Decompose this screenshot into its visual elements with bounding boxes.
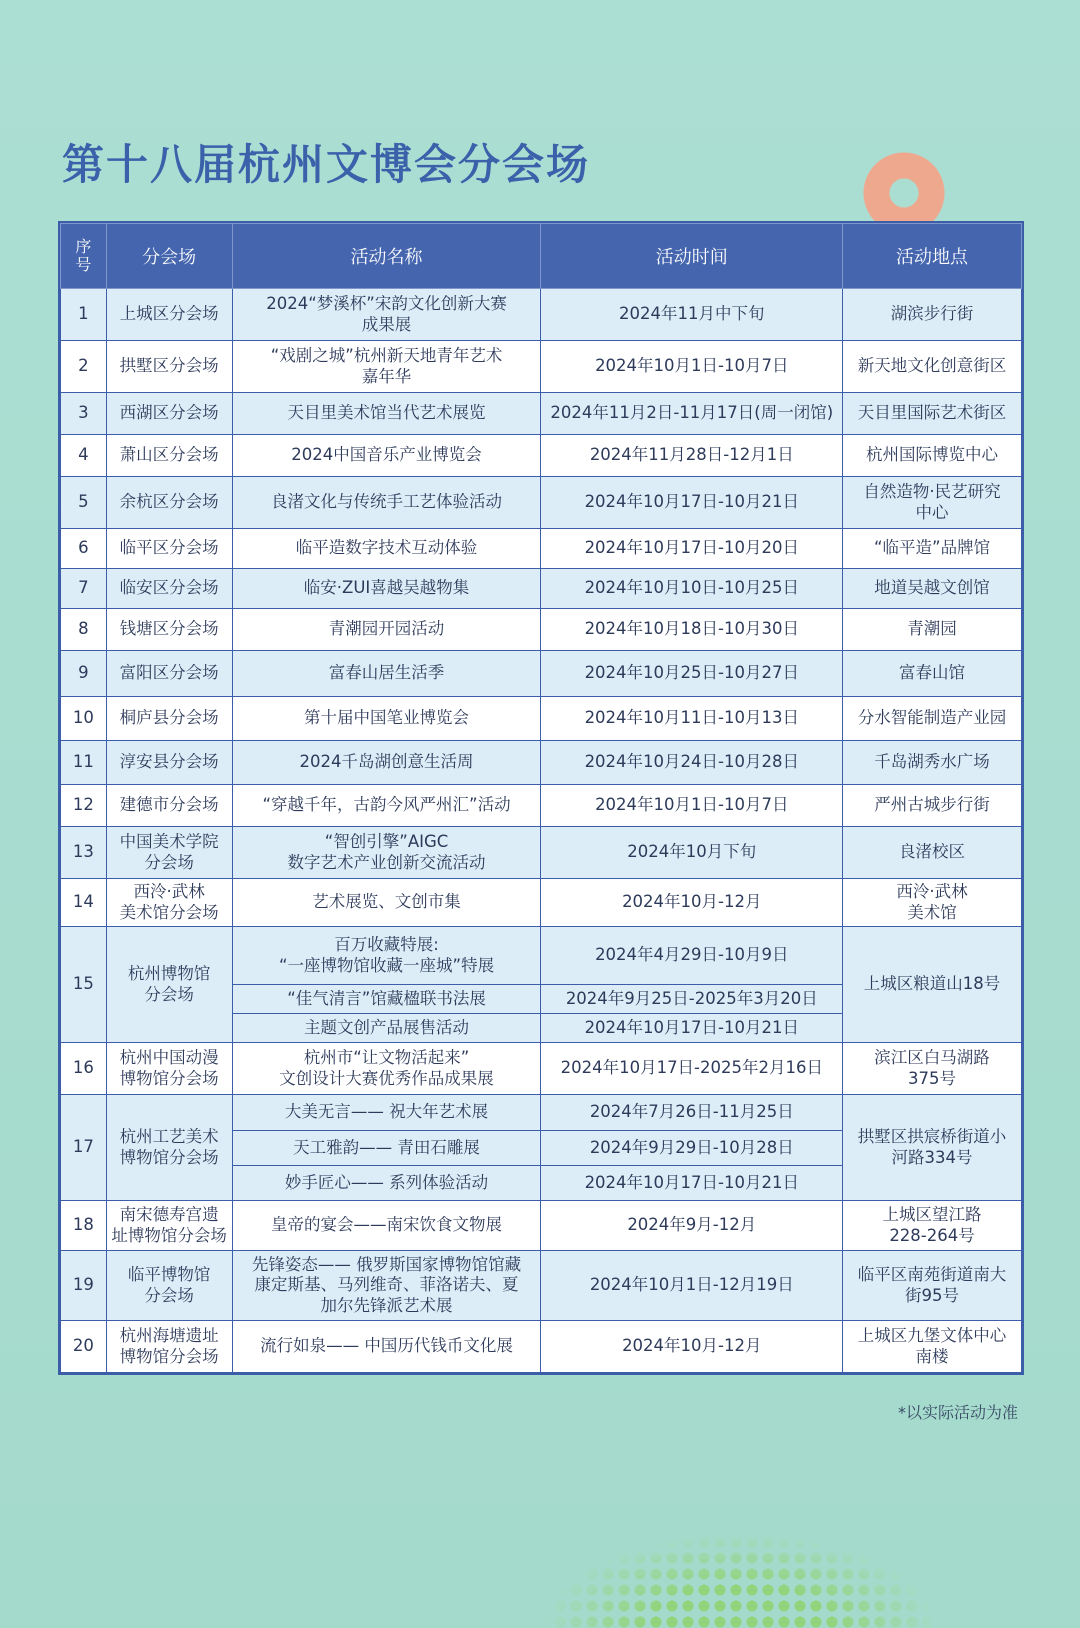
cell-index: 15	[61, 927, 107, 1043]
cell-activity-time: 2024年10月17日-2025年2月16日	[541, 1043, 843, 1095]
cell-index: 1	[61, 289, 107, 341]
header-activity-time: 活动时间	[541, 224, 843, 289]
cell-activity-time: 2024年10月17日-10月21日	[541, 1166, 843, 1201]
cell-location: 青潮园	[843, 609, 1022, 651]
cell-activity-time: 2024年11月28日-12月1日	[541, 435, 843, 477]
cell-activity-name: 良渚文化与传统手工艺体验活动	[232, 477, 541, 529]
cell-venue: 临安区分会场	[106, 569, 232, 609]
footnote: *以实际活动为准	[897, 1403, 1018, 1422]
cell-activity-time: 2024年10月17日-10月21日	[541, 1014, 843, 1043]
cell-venue: 富阳区分会场	[106, 651, 232, 697]
cell-location: 天目里国际艺术街区	[843, 393, 1022, 435]
cell-venue: 临平区分会场	[106, 529, 232, 569]
cell-location: 拱墅区拱宸桥街道小 河路334号	[843, 1095, 1022, 1201]
cell-location: 分水智能制造产业园	[843, 697, 1022, 741]
cell-location: 杭州国际博览中心	[843, 435, 1022, 477]
cell-venue: 西湖区分会场	[106, 393, 232, 435]
cell-location: 临平区南苑街道南大 街95号	[843, 1251, 1022, 1321]
cell-activity-time: 2024年11月2日-11月17日(周一闭馆)	[541, 393, 843, 435]
cell-activity-time: 2024年10月-12月	[541, 1321, 843, 1373]
cell-index: 14	[61, 879, 107, 927]
cell-activity-name: 2024中国音乐产业博览会	[232, 435, 541, 477]
table-row	[61, 609, 1022, 651]
cell-index: 5	[61, 477, 107, 529]
table-row	[61, 1043, 1022, 1095]
table-header-row	[61, 224, 1022, 289]
table-row	[61, 289, 1022, 341]
cell-activity-time: 2024年9月29日-10月28日	[541, 1131, 843, 1166]
cell-activity-name: 先锋姿态—— 俄罗斯国家博物馆馆藏 康定斯基、马列维奇、菲洛诺夫、夏 加尔先锋派艺术展	[232, 1251, 541, 1321]
cell-activity-time: 2024年4月29日-10月9日	[541, 927, 843, 985]
cell-activity-time: 2024年10月下旬	[541, 827, 843, 879]
cell-activity-time: 2024年10月24日-10月28日	[541, 741, 843, 785]
cell-index: 7	[61, 569, 107, 609]
cell-index: 4	[61, 435, 107, 477]
table-row	[61, 393, 1022, 435]
cell-activity-time: 2024年10月18日-10月30日	[541, 609, 843, 651]
cell-index: 2	[61, 341, 107, 393]
cell-index: 18	[61, 1201, 107, 1251]
cell-activity-time: 2024年10月1日-12月19日	[541, 1251, 843, 1321]
header-activity-location: 活动地点	[843, 224, 1022, 289]
cell-activity-name: 杭州市“让文物活起来” 文创设计大赛优秀作品成果展	[232, 1043, 541, 1095]
cell-activity-name: 青潮园开园活动	[232, 609, 541, 651]
table-row	[61, 1095, 1022, 1131]
decorative-dot-pattern	[520, 1470, 960, 1628]
cell-venue: 杭州中国动漫 博物馆分会场	[106, 1043, 232, 1095]
cell-location: 上城区九堡文体中心 南楼	[843, 1321, 1022, 1373]
table-row	[61, 341, 1022, 393]
cell-location: 地道吴越文创馆	[843, 569, 1022, 609]
cell-venue: 中国美术学院 分会场	[106, 827, 232, 879]
cell-activity-time: 2024年9月-12月	[541, 1201, 843, 1251]
cell-index: 19	[61, 1251, 107, 1321]
table-row	[61, 1251, 1022, 1321]
header-venue: 分会场	[106, 224, 232, 289]
cell-activity-time: 2024年11月中下旬	[541, 289, 843, 341]
cell-index: 6	[61, 529, 107, 569]
cell-location: 湖滨步行街	[843, 289, 1022, 341]
cell-venue: 南宋德寿宫遗 址博物馆分会场	[106, 1201, 232, 1251]
table-row	[61, 927, 1022, 985]
cell-location: 严州古城步行街	[843, 785, 1022, 827]
cell-activity-time: 2024年10月17日-10月21日	[541, 477, 843, 529]
venue-table	[60, 223, 1022, 1373]
cell-venue: 杭州博物馆 分会场	[106, 927, 232, 1043]
cell-activity-time: 2024年10月11日-10月13日	[541, 697, 843, 741]
cell-location: 新天地文化创意街区	[843, 341, 1022, 393]
header-index: 序 号	[61, 224, 107, 289]
cell-index: 8	[61, 609, 107, 651]
cell-activity-name: 天工雅韵—— 青田石雕展	[232, 1131, 541, 1166]
cell-location: 上城区粮道山18号	[843, 927, 1022, 1043]
table-row	[61, 529, 1022, 569]
cell-activity-name: “佳气清言”馆藏楹联书法展	[232, 985, 541, 1014]
cell-activity-time: 2024年10月17日-10月20日	[541, 529, 843, 569]
cell-location: 千岛湖秀水广场	[843, 741, 1022, 785]
cell-location: 自然造物·民艺研究 中心	[843, 477, 1022, 529]
table-row	[61, 651, 1022, 697]
cell-activity-name: “智创引擎”AIGC 数字艺术产业创新交流活动	[232, 827, 541, 879]
cell-location: 上城区望江路 228-264号	[843, 1201, 1022, 1251]
cell-activity-name: 百万收藏特展: “一座博物馆收藏一座城”特展	[232, 927, 541, 985]
cell-activity-time: 2024年10月25日-10月27日	[541, 651, 843, 697]
cell-venue: 建德市分会场	[106, 785, 232, 827]
cell-activity-name: 2024千岛湖创意生活周	[232, 741, 541, 785]
cell-index: 20	[61, 1321, 107, 1373]
table-row	[61, 827, 1022, 879]
table-row	[61, 879, 1022, 927]
cell-location: 西泠·武林 美术馆	[843, 879, 1022, 927]
cell-activity-time: 2024年7月26日-11月25日	[541, 1095, 843, 1131]
cell-venue: 萧山区分会场	[106, 435, 232, 477]
page-title: 第十八届杭州文博会分会场	[62, 140, 591, 189]
table-row	[61, 1321, 1022, 1373]
cell-activity-name: 皇帝的宴会——南宋饮食文物展	[232, 1201, 541, 1251]
cell-activity-name: 2024“梦溪杯”宋韵文化创新大赛 成果展	[232, 289, 541, 341]
cell-venue: 上城区分会场	[106, 289, 232, 341]
cell-venue: 杭州海塘遗址 博物馆分会场	[106, 1321, 232, 1373]
cell-venue: 临平博物馆 分会场	[106, 1251, 232, 1321]
cell-activity-time: 2024年10月-12月	[541, 879, 843, 927]
cell-venue: 钱塘区分会场	[106, 609, 232, 651]
cell-activity-time: 2024年10月1日-10月7日	[541, 341, 843, 393]
venue-table-container	[58, 221, 1024, 1375]
cell-activity-time: 2024年10月10日-10月25日	[541, 569, 843, 609]
table-row	[61, 785, 1022, 827]
header-activity-name: 活动名称	[232, 224, 541, 289]
cell-venue: 拱墅区分会场	[106, 341, 232, 393]
cell-activity-name: 天目里美术馆当代艺术展览	[232, 393, 541, 435]
cell-venue: 淳安县分会场	[106, 741, 232, 785]
cell-location: 富春山馆	[843, 651, 1022, 697]
cell-index: 9	[61, 651, 107, 697]
table-row	[61, 741, 1022, 785]
cell-location: 良渚校区	[843, 827, 1022, 879]
cell-index: 17	[61, 1095, 107, 1201]
cell-index: 12	[61, 785, 107, 827]
cell-venue: 余杭区分会场	[106, 477, 232, 529]
cell-venue: 桐庐县分会场	[106, 697, 232, 741]
cell-index: 10	[61, 697, 107, 741]
cell-index: 3	[61, 393, 107, 435]
cell-activity-name: 临平造数字技术互动体验	[232, 529, 541, 569]
table-row	[61, 1201, 1022, 1251]
cell-activity-name: 第十届中国笔业博览会	[232, 697, 541, 741]
cell-activity-name: 临安·ZUI喜越吴越物集	[232, 569, 541, 609]
table-row	[61, 697, 1022, 741]
table-row	[61, 569, 1022, 609]
cell-activity-name: 妙手匠心—— 系列体验活动	[232, 1166, 541, 1201]
cell-activity-name: “戏剧之城”杭州新天地青年艺术 嘉年华	[232, 341, 541, 393]
cell-location: 滨江区白马湖路 375号	[843, 1043, 1022, 1095]
cell-activity-name: 富春山居生活季	[232, 651, 541, 697]
cell-activity-name: 流行如泉—— 中国历代钱币文化展	[232, 1321, 541, 1373]
cell-activity-name: 大美无言—— 祝大年艺术展	[232, 1095, 541, 1131]
cell-location: “临平造”品牌馆	[843, 529, 1022, 569]
cell-activity-name: 主题文创产品展售活动	[232, 1014, 541, 1043]
cell-activity-time: 2024年10月1日-10月7日	[541, 785, 843, 827]
cell-venue: 杭州工艺美术 博物馆分会场	[106, 1095, 232, 1201]
cell-venue: 西泠·武林 美术馆分会场	[106, 879, 232, 927]
table-body	[61, 289, 1022, 1373]
cell-activity-name: “穿越千年，古韵今风严州汇”活动	[232, 785, 541, 827]
table-row	[61, 477, 1022, 529]
cell-index: 13	[61, 827, 107, 879]
cell-index: 16	[61, 1043, 107, 1095]
table-row	[61, 435, 1022, 477]
cell-index: 11	[61, 741, 107, 785]
cell-activity-time: 2024年9月25日-2025年3月20日	[541, 985, 843, 1014]
cell-activity-name: 艺术展览、文创市集	[232, 879, 541, 927]
